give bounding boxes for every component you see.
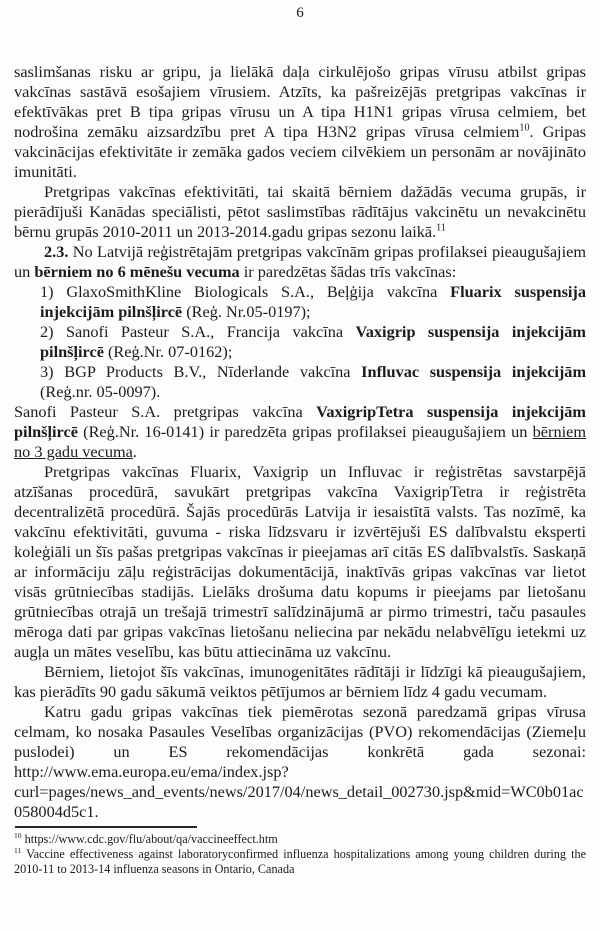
text-run: 2) Sanofi Pasteur S.A., Francija vakcīna bbox=[40, 322, 356, 341]
vaccine-list-item-3 bbox=[40, 362, 586, 402]
vaccine-list-item-1 bbox=[40, 282, 586, 322]
footnote-marker-10: 10 bbox=[14, 830, 22, 840]
paragraph-seasonal-strains bbox=[14, 702, 586, 822]
footnotes bbox=[14, 832, 586, 877]
footnote-separator bbox=[15, 826, 197, 828]
page-number: 6 bbox=[296, 5, 304, 21]
text-run: Vaxigrip suspensija injekcijām pilnšļircē bbox=[40, 322, 586, 361]
text-run: bērniem no 6 mēnešu vecuma bbox=[34, 262, 240, 281]
text-run: . Gripas vakcinācijas efektivitāte ir zemāka gados veciem cilvēkiem un personām ar novājināto imunitāti. bbox=[14, 122, 587, 181]
ema-url-text: http://www.ema.europa.eu/ema/index.jsp?curl=pages/news_and_events/news/2017/04/news_detail_002730.jsp&mid=WC0b01ac058004d5c1 bbox=[14, 762, 584, 821]
footnote-11 bbox=[14, 847, 586, 877]
footnote-10 bbox=[14, 832, 586, 847]
text-run: . bbox=[132, 442, 137, 461]
footnote-ref-10: 10 bbox=[519, 122, 530, 134]
text-run: Sanofi Pasteur S.A. pretgripas vakcīna bbox=[14, 402, 317, 421]
text-run: Influvac suspensija injekcijām bbox=[361, 362, 587, 381]
text-run: (Reģ.Nr. 07-0162); bbox=[103, 342, 233, 361]
text-run: 3) BGP Products B.V., Nīderlande vakcīna bbox=[40, 362, 362, 381]
text-run: 1) GlaxoSmithKline Biologicals S.A., Beļģija vakcīna bbox=[40, 282, 451, 301]
text-run: ir paredzētas šādas trīs vakcīnas: bbox=[239, 262, 457, 281]
text-run: (Reģ.nr. 05-0097). bbox=[40, 382, 161, 401]
document-body bbox=[14, 62, 586, 822]
text-run: saslimšanas risku ar gripu, ja lielākā daļa cirkulējošo gripas vīrusu atbilst gripas vakcīnas sastāvā esošajiem vīrusiem. Atzīts, ka pašreizējās pretgripas vakcīnas ir efektīvākas pret B tipa gripas vīrusu un A tipa H1N1 gripas vīrusa celmiem, bet nodrošina zemāku aizsardzību pret A tipa H3N2 gripas vīrusa celmiem bbox=[14, 62, 586, 141]
text-run: Bērniem, lietojot šīs vakcīnas, imunogenitātes rādītāji ir līdzīgi kā pieaugušajiem, kas pierādīts 90 gadu sākumā veiktos pētījumos ar bērniem līdz 4 gadu vecumam. bbox=[14, 662, 586, 701]
paragraph-registration-procedures bbox=[14, 462, 586, 662]
text-run: (Reģ. Nr.05-0197); bbox=[182, 302, 311, 321]
footnote-marker-11: 11 bbox=[14, 845, 22, 855]
section-number: 2.3. bbox=[44, 242, 69, 261]
text-run: Vaccine effectiveness against laboratoryconfirmed influenza hospitalizations among young children during the 2010-11 to 2013-14 influenza seasons in Ontario, Canada bbox=[14, 847, 586, 876]
text-run: (Reģ.Nr. 16-0141) ir paredzēta gripas profilaksei pieaugušajiem un bbox=[77, 422, 533, 441]
text-run: No Latvijā reģistrētajām pretgripas vakcīnām gripas profilaksei pieaugušajiem un bbox=[14, 242, 586, 281]
text-run: Katru gadu gripas vakcīnas tiek piemērotas sezonā paredzamā gripas vīrusa celmam, ko nosaka Pasaules Veselības organizācijas (PVO) rekomendācijas (Ziemeļu puslodei) un ES rekomendācijas konkrētā gada sezonai: bbox=[14, 702, 586, 761]
vaccine-list-item-2 bbox=[40, 322, 586, 362]
paragraph-section-2-3 bbox=[14, 242, 586, 282]
paragraph-intro-continued bbox=[14, 62, 586, 182]
text-run: Pretgripas vakcīnas efektivitāti, tai skaitā bērniem dažādās vecuma grupās, ir pierādījuši Kanādas speciālisti, pētot saslimstības rādītājus vakcinētu un nevakcinētu bērnu grupās 2010-2011 un 2013-2014.gadu gripas sezonu laikā. bbox=[14, 182, 586, 241]
text-run: VaxigripTetra suspensija injekcijām pilnšļircē bbox=[14, 402, 586, 441]
text-run: . bbox=[94, 802, 99, 821]
paragraph-canada-study bbox=[14, 182, 586, 242]
paragraph-vaxigriptetra bbox=[14, 402, 586, 462]
text-run: Fluarix suspensija injekcijām pilnšļircē bbox=[40, 282, 586, 321]
paragraph-children-immunogenicity bbox=[14, 662, 586, 702]
text-run: Pretgripas vakcīnas Fluarix, Vaxigrip un Influvac ir reģistrētas savstarpējā atzīšanas procedūrā, savukārt pretgripas vakcīna VaxigripTetra ir reģistrēta decentralizētā procedūrā. Šajās procedūrās Latvija ir iesaistītā valsts. Tas nozīmē, ka vakcīnu efektivitāti, guvuma - riska līdzsvaru ir izvērtējuši ES dalībvalstu eksperti koleģiāli un šīs pašas pretgripas vakcīnas ir pieejamas arī citās ES dalībvalstīs. Saskaņā ar informāciju zāļu reģistrācijas dokumentācijā, inaktīvās gripas vakcīnas var lietot visās grūtniecības stadijās. Lielāks drošuma datu kopums ir pieejams par lietošanu grūtniecības otrajā un trešajā trimestrī salīdzinājumā ar pirmo trimestri, taču pasaules mēroga dati par gripas vakcīnas lietošanu neliecina par nekādu nelabvēlīgu ietekmi uz augļa un mātes veselību, kas būtu attiecināma uz vakcīnu. bbox=[14, 462, 586, 661]
text-run: bērniem no 3 gadu vecuma bbox=[14, 422, 586, 461]
footnote-ref-11: 11 bbox=[436, 222, 446, 234]
cdc-url-text: https://www.cdc.gov/flu/about/qa/vaccineeffect.htm bbox=[21, 832, 278, 846]
